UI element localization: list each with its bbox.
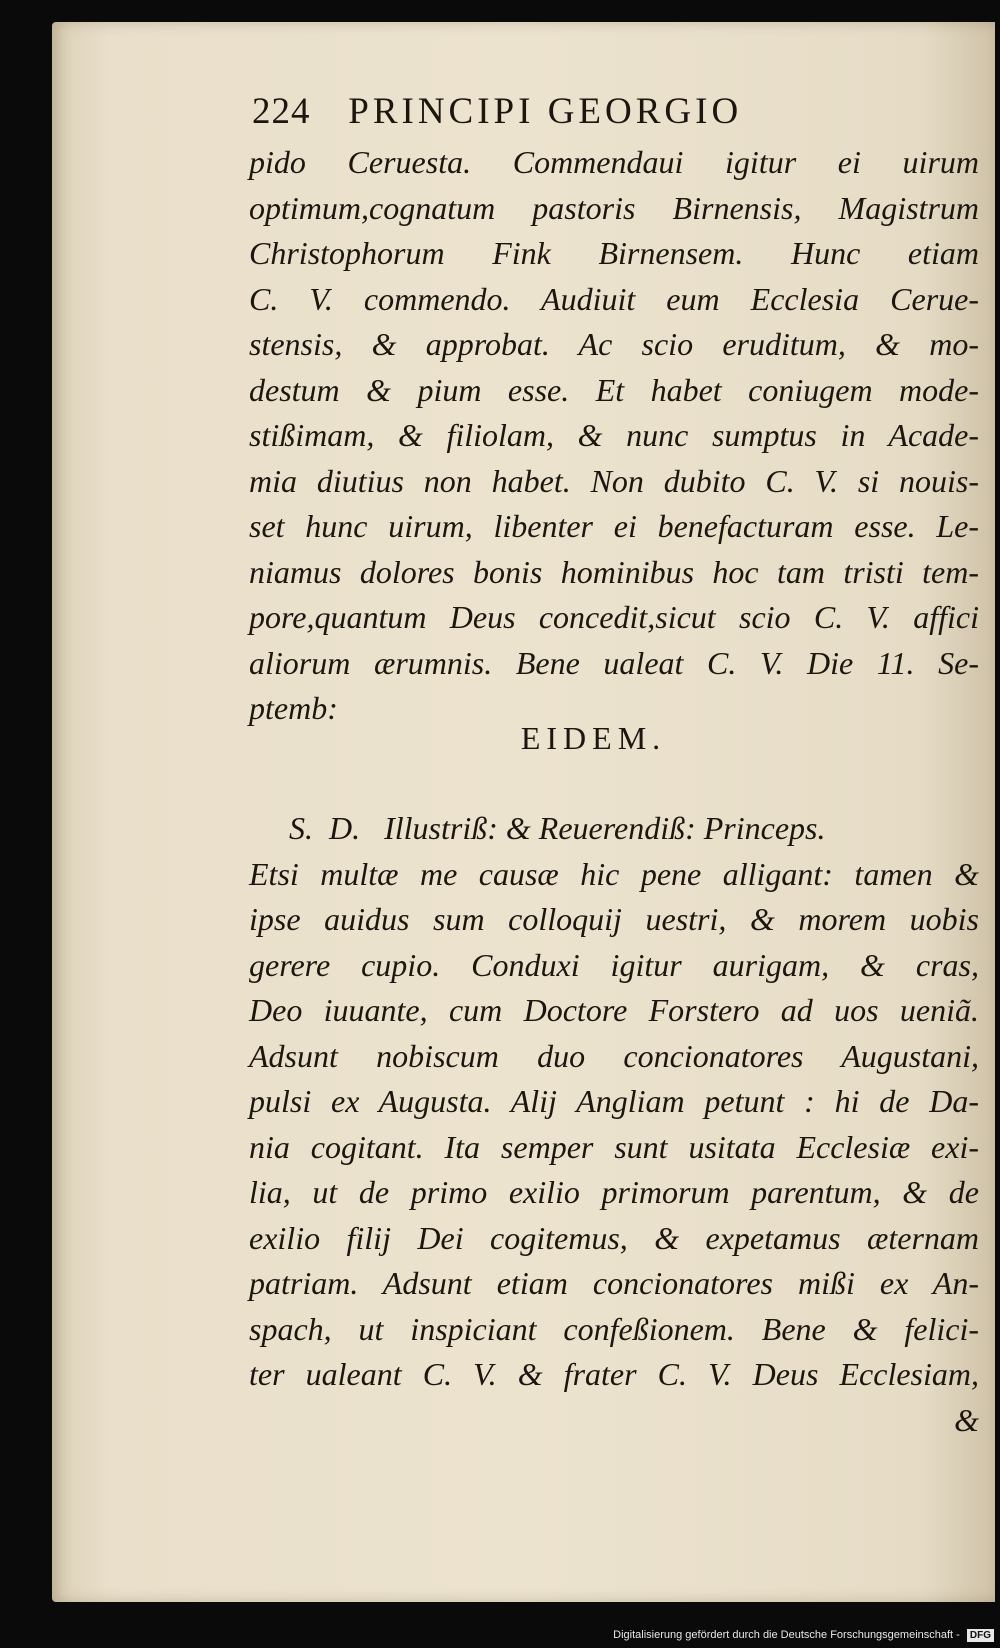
- text-line: Christophorum Fink Birnensem. Hunc etiam: [249, 235, 979, 271]
- page-number: 224: [252, 91, 311, 132]
- text-line: niamus dolores bonis hominibus hoc tam tristi tem-: [249, 553, 979, 590]
- text-line: mia diutius non habet. Non dubito C. V. si nouis-: [249, 462, 979, 499]
- text-line: exilio filij Dei cogitemus, & expetamus æternam: [249, 1219, 979, 1256]
- credit-text: Digitalisierung gefördert durch die Deutsche Forschungsgemeinschaft -: [613, 1629, 960, 1641]
- text-line: patriam. Adsunt etiam concionatores mißi ex An-: [249, 1265, 979, 1301]
- text-line: Deo iuuante, cum Doctore Forstero ad uos ueniã.: [249, 992, 979, 1028]
- text-line: lia, ut de primo exilio primorum parentum, & de: [249, 1174, 979, 1210]
- text-line: ptemb:: [249, 690, 338, 726]
- text-line: gerere cupio. Conduxi igitur aurigam, & cras,: [249, 946, 979, 983]
- text-line: ipse auidus sum colloquij uestri, & morem uobis: [249, 901, 979, 937]
- text-line: destum & pium esse. Et habet coniugem mode-: [249, 371, 979, 408]
- letter-2-body: [249, 806, 979, 1443]
- text-line: ter ualeant C. V. & frater C. V. Deus Ecclesiam,: [249, 1356, 979, 1392]
- text-line: pido Ceruesta. Commendaui igitur ei uirum: [249, 144, 979, 180]
- running-head-title: PRINCIPI GEORGIO: [348, 91, 743, 132]
- dfg-logo: DFG: [967, 1629, 994, 1642]
- section-heading: EIDEM.: [520, 720, 667, 756]
- book-page: [52, 22, 995, 1602]
- catchword: &: [954, 1401, 979, 1438]
- text-line: set hunc uirum, libenter ei benefacturam esse. Le-: [249, 508, 979, 544]
- running-head: [252, 90, 742, 133]
- text-line: Etsi multæ me causæ hic pene alligant: tamen &: [249, 855, 979, 892]
- text-line: stißimam, & filiolam, & nunc sumptus in Acade-: [249, 417, 979, 453]
- text-line: spach, ut inspiciant confeßionem. Bene & felici-: [249, 1310, 979, 1347]
- text-line: nia cogitant. Ita semper sunt usitata Ecclesiæ exi-: [249, 1128, 979, 1165]
- text-line: C. V. commendo. Audiuit eum Ecclesia Cerue-: [249, 280, 979, 317]
- text-line: optimum,cognatum pastoris Birnensis, Magistrum: [249, 189, 979, 226]
- text-line: stensis, & approbat. Ac scio eruditum, & mo-: [249, 326, 979, 362]
- text-line: pore,quantum Deus concedit,sicut scio C. V. affici: [249, 599, 979, 635]
- text-line: pulsi ex Augusta. Alij Angliam petunt : hi de Da-: [249, 1083, 979, 1119]
- digitization-credit: [613, 1629, 994, 1642]
- text-line: Adsunt nobiscum duo concionatores Augustani,: [249, 1037, 979, 1074]
- text-line: S. D. Illustriß: & Reuerendiß: Princeps.: [249, 810, 826, 846]
- letter-1-body: [249, 140, 979, 732]
- text-line: aliorum ærumnis. Bene ualeat C. V. Die 11. Se-: [249, 644, 979, 681]
- page-content: [52, 22, 995, 1602]
